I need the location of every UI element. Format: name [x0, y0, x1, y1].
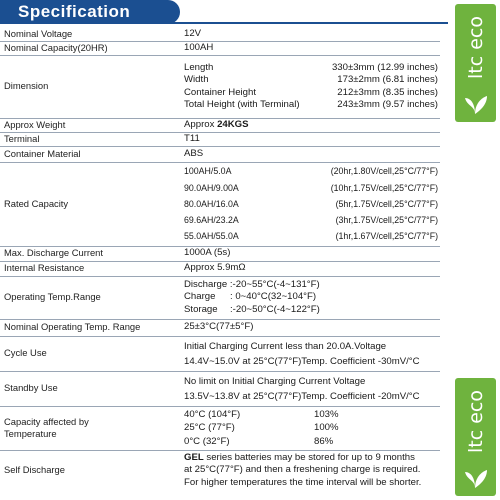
section-title: Specification	[18, 2, 131, 21]
dimension-value: 212±3mm (8.35 inches)	[337, 86, 438, 98]
capacity-pct: 100%	[314, 422, 339, 434]
spec-value: ABS	[180, 146, 440, 162]
table-row	[0, 162, 440, 246]
leaf-icon	[461, 92, 489, 116]
capacity-pct: 103%	[314, 408, 339, 420]
rated-value: 55.0AH/55.0A	[184, 231, 239, 242]
spec-label: Internal Resistance	[0, 261, 180, 276]
dimension-item	[184, 62, 438, 74]
self-discharge-line: at 25°C(77°F) and then a freshening charge is required.	[184, 464, 421, 475]
temp-value: :-20~50°C(-4~122°F)	[230, 303, 320, 315]
rated-item	[184, 212, 438, 228]
self-discharge-line	[184, 452, 438, 465]
temp-item	[184, 291, 438, 303]
capacity-temp-item	[184, 435, 438, 449]
spec-value: T11	[180, 132, 440, 146]
rated-item	[184, 163, 438, 179]
weight-value: 24KGS	[217, 118, 249, 130]
rated-value: 80.0AH/16.0A	[184, 198, 239, 209]
dimension-item	[184, 87, 438, 99]
spec-label: Terminal	[0, 132, 180, 146]
rated-value: 69.6AH/23.2A	[184, 215, 239, 226]
spec-label: Nominal Operating Temp. Range	[0, 319, 180, 336]
table-row	[0, 336, 440, 371]
spec-value	[180, 276, 440, 319]
capacity-temp-item	[184, 421, 438, 435]
spec-label	[0, 406, 180, 450]
table-row	[0, 319, 440, 336]
weight-prefix: Approx	[184, 118, 215, 130]
table-row	[0, 450, 440, 490]
standby-line: 13.5V~13.8V at 25°C(77°F)Temp. Coefficient -20mV/°C	[184, 390, 420, 402]
dimension-name: Length	[184, 62, 214, 74]
rated-item	[184, 180, 438, 196]
table-row	[0, 246, 440, 261]
temp-name: Charge	[184, 291, 216, 303]
spec-label: Nominal Capacity(20HR)	[0, 41, 180, 55]
spec-label: Nominal Voltage	[0, 27, 180, 41]
rated-condition: (20hr,1.80V/cell,25°C/77°F)	[330, 166, 438, 177]
temp-value: : 0~40°C(32~104°F)	[230, 291, 317, 303]
rated-condition: (10hr,1.75V/cell,25°C/77°F)	[330, 182, 438, 193]
rated-condition: (3hr,1.75V/cell,25°C/77°F)	[335, 215, 438, 226]
gel-label: GEL	[184, 451, 204, 463]
dimension-name: Width	[184, 74, 209, 86]
header-rule	[0, 22, 448, 24]
spec-value: 1000A (5s)	[180, 246, 440, 261]
cycle-line: 14.4V~15.0V at 25°C(77°F)Temp. Coefficient -30mV/°C	[184, 355, 420, 367]
self-discharge-text: series batteries may be stored for up to 9 months	[203, 451, 415, 463]
dimension-name: Container Height	[184, 86, 256, 98]
brand-badge-bottom	[455, 378, 496, 496]
rated-item	[184, 196, 438, 212]
rated-value: 100AH/5.0A	[184, 166, 232, 177]
spec-value	[180, 55, 440, 118]
spec-label: Rated Capacity	[0, 162, 180, 246]
spec-value	[180, 118, 440, 132]
label-line: Temperature	[4, 428, 57, 439]
table-row	[0, 55, 440, 118]
spec-label: Self Discharge	[4, 464, 65, 476]
brand-badge-top	[455, 4, 496, 122]
table-row	[0, 146, 440, 162]
dimension-item	[184, 74, 438, 86]
spec-value	[180, 162, 440, 246]
dimension-value: 173±2mm (6.81 inches)	[337, 74, 438, 86]
dimension-name: Total Height (with Terminal)	[184, 98, 300, 110]
temp-value: :-20~55°C(-4~131°F)	[229, 279, 320, 291]
rated-value: 90.0AH/9.00A	[184, 182, 239, 193]
rated-condition: (5hr,1.75V/cell,25°C/77°F)	[335, 198, 438, 209]
table-row	[0, 261, 440, 276]
spec-value	[180, 406, 440, 450]
standby-line: No limit on Initial Charging Current Voltage	[184, 375, 366, 387]
self-discharge-line: For higher temperatures the time interval will be shorter.	[184, 476, 422, 488]
temp-name: Discharge	[184, 279, 228, 291]
table-row	[0, 41, 440, 55]
dimension-value: 330±3mm (12.99 inches)	[331, 62, 438, 74]
rated-item	[184, 228, 438, 244]
capacity-temp: 0°C (32°F)	[184, 435, 230, 447]
brand-text: ltc eco	[465, 16, 487, 80]
cycle-line: Initial Charging Current less than 20.0A.Voltage	[184, 340, 387, 352]
dimension-value: 243±3mm (9.57 inches)	[337, 98, 438, 110]
temp-name: Storage	[184, 303, 218, 315]
spec-table	[0, 27, 440, 490]
table-row	[0, 27, 440, 41]
spec-value: 100AH	[180, 41, 440, 55]
capacity-pct: 86%	[314, 435, 334, 447]
spec-value: 25±3°C(77±5°F)	[180, 319, 440, 336]
spec-label: Cycle Use	[0, 336, 180, 371]
rated-condition: (1hr,1.67V/cell,25°C/77°F)	[335, 231, 438, 242]
spec-label: Max. Discharge Current	[0, 246, 180, 261]
table-row	[0, 371, 440, 406]
spec-label: Operating Temp.Range	[0, 276, 180, 319]
temp-item	[184, 279, 438, 291]
section-header	[0, 0, 180, 24]
spec-label: Dimension	[0, 55, 180, 118]
spec-label: Container Material	[0, 146, 180, 162]
label-line: Capacity affected by	[4, 415, 89, 427]
spec-label: Standby Use	[0, 371, 180, 406]
spec-value: 12V	[180, 27, 440, 41]
spec-value	[180, 371, 440, 406]
table-row	[0, 406, 440, 450]
table-row	[0, 276, 440, 319]
capacity-temp: 40°C (104°F)	[184, 408, 241, 420]
brand-text: ltc eco	[465, 390, 487, 454]
capacity-temp-item	[184, 408, 438, 422]
temp-item	[184, 304, 438, 316]
table-row	[0, 118, 440, 132]
capacity-temp: 25°C (77°F)	[184, 422, 235, 434]
table-row	[0, 132, 440, 146]
spec-label: Approx Weight	[0, 118, 180, 132]
spec-value	[180, 450, 440, 490]
spec-value	[180, 336, 440, 371]
leaf-icon	[461, 466, 489, 490]
spec-value: Approx 5.9mΩ	[180, 261, 440, 276]
dimension-item	[184, 99, 438, 111]
